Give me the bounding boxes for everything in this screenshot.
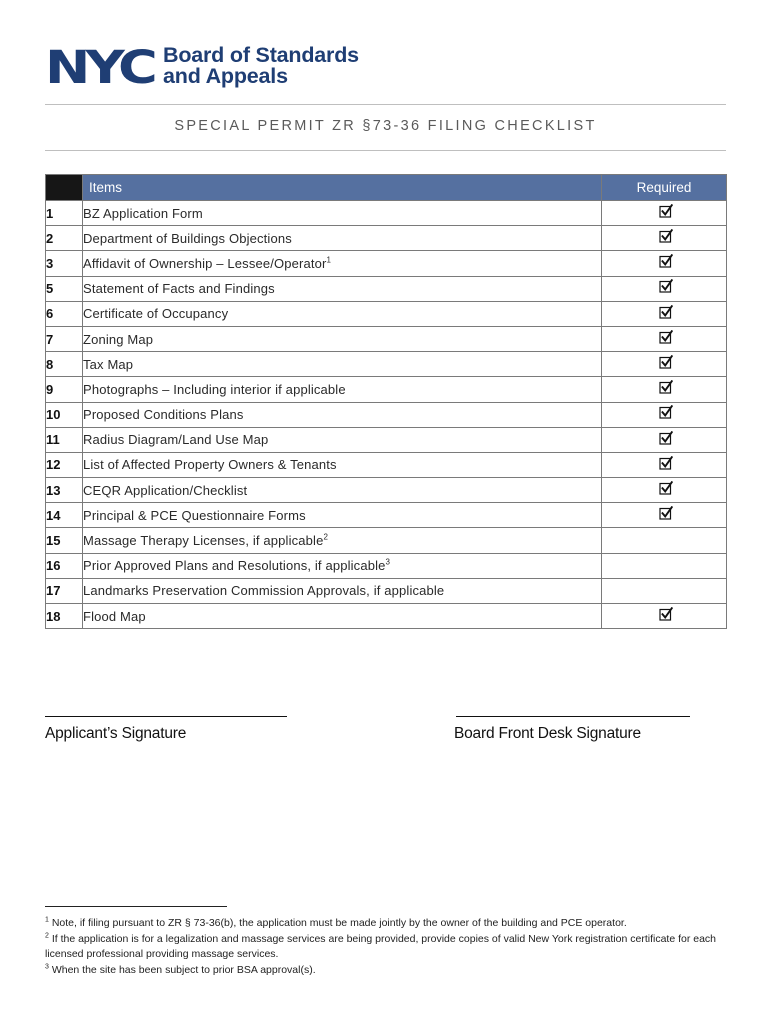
title-top-rule — [45, 104, 726, 105]
checked-box-icon — [659, 305, 673, 319]
footnote-ref: 2 — [323, 532, 329, 542]
row-item — [83, 226, 602, 251]
row-item-label: Principal & PCE Questionnaire Forms — [83, 507, 306, 523]
checked-box-icon — [659, 607, 673, 621]
row-number: 3 — [46, 251, 83, 276]
row-item-label: Massage Therapy Licenses, if applicable — [83, 533, 324, 549]
checked-box-icon — [659, 330, 673, 344]
row-item — [83, 578, 602, 603]
table-row — [46, 503, 727, 528]
header-number — [46, 175, 83, 201]
row-item — [83, 326, 602, 351]
row-number: 8 — [46, 352, 83, 377]
footnote-3-text: When the site has been subject to prior BSA approval(s). — [51, 963, 316, 976]
checked-box-icon — [659, 405, 673, 419]
row-required — [602, 478, 727, 503]
row-number: 10 — [46, 402, 83, 427]
row-item — [83, 276, 602, 301]
applicant-signature-line[interactable] — [45, 716, 287, 717]
row-item — [83, 427, 602, 452]
applicant-signature-block — [45, 716, 287, 743]
row-required — [602, 452, 727, 477]
row-item-label: Zoning Map — [83, 331, 154, 347]
row-item-label: List of Affected Property Owners & Tenants — [83, 457, 337, 473]
table-row — [46, 528, 727, 553]
title-bottom-rule — [45, 150, 726, 151]
row-number: 15 — [46, 528, 83, 553]
table-row — [46, 377, 727, 402]
footnote-2-mark: 2 — [45, 932, 49, 939]
row-required — [602, 604, 727, 629]
row-item-label: CEQR Application/Checklist — [83, 482, 248, 498]
nyc-logo-text: NYC — [45, 44, 155, 88]
checked-box-icon — [659, 456, 673, 470]
table-row — [46, 553, 727, 578]
checked-box-icon — [659, 254, 673, 268]
row-number: 5 — [46, 276, 83, 301]
row-required — [602, 352, 727, 377]
row-number: 2 — [46, 226, 83, 251]
nyc-logo-icon — [45, 44, 155, 88]
table-row — [46, 226, 727, 251]
board-signature-block — [454, 716, 690, 743]
checked-box-icon — [659, 481, 673, 495]
footnotes — [45, 916, 735, 978]
row-number: 13 — [46, 478, 83, 503]
checked-box-icon — [659, 229, 673, 243]
row-required — [602, 427, 727, 452]
footnote-ref: 1 — [326, 255, 332, 265]
footnote-2 — [45, 932, 735, 963]
footnote-separator — [45, 906, 227, 907]
row-number: 17 — [46, 578, 83, 603]
table-header-row — [46, 175, 727, 201]
row-number: 11 — [46, 427, 83, 452]
row-item-label: Radius Diagram/Land Use Map — [83, 432, 269, 448]
row-required — [602, 276, 727, 301]
checklist-body — [46, 201, 727, 629]
row-required — [602, 326, 727, 351]
header-items: Items — [83, 175, 602, 201]
table-row — [46, 251, 727, 276]
row-required — [602, 251, 727, 276]
row-item — [83, 604, 602, 629]
checked-box-icon — [659, 279, 673, 293]
row-item — [83, 352, 602, 377]
checked-box-icon — [659, 380, 673, 394]
row-number: 9 — [46, 377, 83, 402]
table-row — [46, 201, 727, 226]
row-item — [83, 503, 602, 528]
footnote-3 — [45, 963, 735, 979]
footnote-ref: 3 — [385, 557, 391, 567]
row-item-label: Flood Map — [83, 608, 146, 624]
row-item-label: Tax Map — [83, 356, 134, 372]
row-number: 6 — [46, 301, 83, 326]
row-item-label: Department of Buildings Objections — [83, 230, 292, 246]
header-required: Required — [602, 175, 727, 201]
row-required — [602, 402, 727, 427]
footnote-1-text: Note, if filing pursuant to ZR § 73-36(b), the application must be made jointly by the owner of the building and PCE operator. — [51, 917, 627, 929]
logo-wordmark — [163, 45, 359, 87]
row-item-label: Statement of Facts and Findings — [83, 281, 275, 297]
table-row — [46, 402, 727, 427]
row-item-label: Prior Approved Plans and Resolutions, if applicable — [83, 558, 386, 574]
footnote-2-text: If the application is for a legalization and massage services are being provided, provide copies of valid New York registration certificate for each licensed professional providing massage services. — [45, 932, 717, 960]
row-item-label: BZ Application Form — [83, 205, 203, 221]
row-item-label: Proposed Conditions Plans — [83, 407, 244, 423]
footnote-3-mark: 3 — [45, 963, 49, 970]
row-number: 1 — [46, 201, 83, 226]
row-item — [83, 478, 602, 503]
checked-box-icon — [659, 355, 673, 369]
checked-box-icon — [659, 506, 673, 520]
row-number: 16 — [46, 553, 83, 578]
row-required — [602, 503, 727, 528]
row-required — [602, 226, 727, 251]
table-row — [46, 578, 727, 603]
row-item-label: Photographs – Including interior if applicable — [83, 381, 346, 397]
board-signature-line[interactable] — [456, 716, 690, 717]
filing-checklist-table — [45, 174, 727, 629]
footnote-1 — [45, 916, 735, 932]
checked-box-icon — [659, 204, 673, 218]
page-title: SPECIAL PERMIT ZR §73-36 FILING CHECKLIST — [174, 118, 597, 134]
row-number: 7 — [46, 326, 83, 351]
row-item — [83, 452, 602, 477]
row-item-label: Certificate of Occupancy — [83, 306, 229, 322]
logo-line-1: Board of Standards — [163, 43, 359, 67]
table-row — [46, 452, 727, 477]
row-item-label: Affidavit of Ownership – Lessee/Operator — [83, 255, 327, 271]
row-number: 18 — [46, 604, 83, 629]
table-row — [46, 326, 727, 351]
row-number: 12 — [46, 452, 83, 477]
table-row — [46, 301, 727, 326]
table-row — [46, 604, 727, 629]
logo-line-2: and Appeals — [163, 64, 288, 88]
row-item-label: Landmarks Preservation Commission Approvals, if applicable — [83, 583, 445, 599]
row-required — [602, 528, 727, 553]
board-signature-label: Board Front Desk Signature — [454, 725, 641, 742]
row-required — [602, 377, 727, 402]
row-number: 14 — [46, 503, 83, 528]
row-item — [83, 251, 602, 276]
row-item — [83, 201, 602, 226]
row-required — [602, 578, 727, 603]
row-item — [83, 402, 602, 427]
bsa-logo — [45, 44, 359, 88]
applicant-signature-label: Applicant’s Signature — [45, 725, 187, 742]
table-row — [46, 427, 727, 452]
table-row — [46, 352, 727, 377]
table-row — [46, 478, 727, 503]
footnote-1-mark: 1 — [45, 916, 49, 924]
row-item — [83, 377, 602, 402]
row-item — [83, 553, 602, 578]
row-required — [602, 553, 727, 578]
checked-box-icon — [659, 431, 673, 445]
row-required — [602, 301, 727, 326]
row-item — [83, 301, 602, 326]
row-item — [83, 528, 602, 553]
row-required — [602, 201, 727, 226]
table-row — [46, 276, 727, 301]
